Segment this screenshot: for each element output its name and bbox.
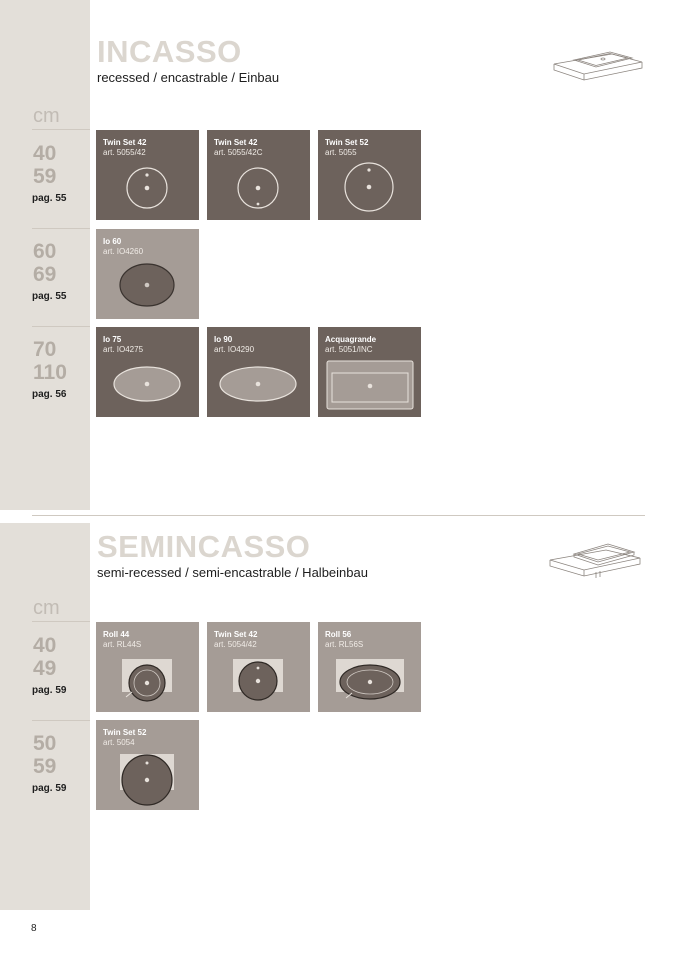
product-card-twin-set-42[interactable] (96, 130, 199, 220)
product-card-roll-44[interactable] (96, 622, 199, 712)
size-min: 40 (33, 142, 57, 165)
incasso-unit-label: cm (33, 105, 60, 127)
product-name: Io 90 (214, 335, 233, 344)
product-name: Roll 56 (325, 630, 352, 639)
incasso-page-ref: pag. 55 (32, 291, 67, 302)
incasso-subtitle: recessed / encastrable / Einbau (97, 70, 280, 85)
product-article: art. 5054/42 (214, 640, 257, 649)
product-card-twin-set-52[interactable] (318, 130, 421, 220)
product-card-roll-56[interactable] (318, 622, 421, 712)
product-name: Twin Set 42 (214, 138, 258, 147)
product-card-twin-set-52-semi[interactable] (96, 720, 199, 810)
incasso-size-range (33, 240, 56, 286)
incasso-size-range (33, 338, 67, 384)
size-min: 70 (33, 338, 57, 361)
product-name: Twin Set 42 (103, 138, 147, 147)
product-card-io-75[interactable] (96, 327, 199, 417)
recessed-basin-illustration (552, 46, 644, 88)
section-divider (32, 515, 645, 516)
product-name: Acquagrande (325, 335, 377, 344)
size-min: 60 (33, 240, 57, 263)
product-article: art. RL44S (103, 640, 142, 649)
semi-recessed-basin-illustration (548, 540, 644, 582)
product-name: Twin Set 42 (214, 630, 258, 639)
semincasso-page-ref: pag. 59 (32, 685, 67, 696)
semincasso-subtitle: semi-recessed / semi-encastrable / Halbeinbau (97, 565, 368, 580)
semincasso-size-range (33, 732, 56, 778)
product-card-io-60[interactable] (96, 229, 199, 319)
product-card-twin-set-42c[interactable] (207, 130, 310, 220)
semincasso-sidebar (0, 523, 90, 910)
product-article: art. IO4275 (103, 345, 144, 354)
size-max: 59 (33, 755, 57, 778)
size-max: 69 (33, 263, 57, 286)
size-min: 50 (33, 732, 57, 755)
product-name: Io 75 (103, 335, 122, 344)
incasso-title: INCASSO (97, 34, 242, 69)
product-article: art. 5054 (103, 738, 135, 747)
size-max: 110 (33, 361, 67, 384)
semincasso-page-ref: pag. 59 (32, 783, 67, 794)
incasso-page-ref: pag. 56 (32, 389, 67, 400)
semincasso-row-divider (32, 720, 90, 721)
semincasso-unit-label: cm (33, 597, 60, 619)
product-article: art. 5055 (325, 148, 357, 157)
product-article: art. IO4290 (214, 345, 255, 354)
incasso-row-divider (32, 129, 90, 130)
semincasso-title: SEMINCASSO (97, 529, 311, 564)
product-name: Twin Set 52 (325, 138, 369, 147)
size-min: 40 (33, 634, 57, 657)
product-card-io-90[interactable] (207, 327, 310, 417)
product-article: art. 5051/INC (325, 345, 373, 354)
product-card-twin-set-42-semi[interactable] (207, 622, 310, 712)
product-article: art. IO4260 (103, 247, 144, 256)
semincasso-size-range (33, 634, 56, 680)
incasso-row-divider (32, 228, 90, 229)
incasso-row-divider (32, 326, 90, 327)
page-number: 8 (31, 923, 37, 934)
product-article: art. 5055/42 (103, 148, 146, 157)
product-name: Io 60 (103, 237, 122, 246)
product-name: Roll 44 (103, 630, 130, 639)
product-name: Twin Set 52 (103, 728, 147, 737)
product-article: art. RL56S (325, 640, 364, 649)
semincasso-row-divider (32, 621, 90, 622)
product-article: art. 5055/42C (214, 148, 263, 157)
incasso-page-ref: pag. 55 (32, 193, 67, 204)
product-card-acquagrande[interactable] (318, 327, 421, 417)
incasso-size-range (33, 142, 56, 188)
size-max: 59 (33, 165, 57, 188)
size-max: 49 (33, 657, 57, 680)
